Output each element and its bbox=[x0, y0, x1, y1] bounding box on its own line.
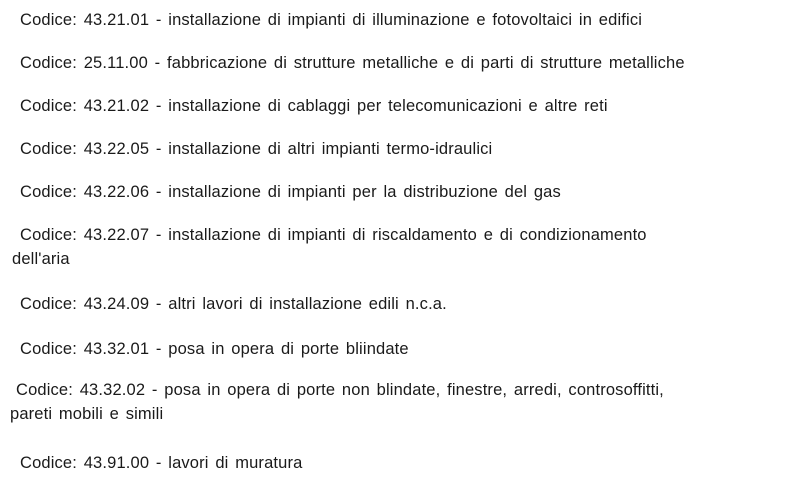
entry-text: Codice: 43.22.06 - installazione di impianti per la distribuzione del gas bbox=[20, 183, 561, 201]
code-entry-25-11-00 bbox=[0, 51, 798, 75]
code-entry-43-22-07 bbox=[0, 223, 790, 271]
entry-text: Codice: 43.24.09 - altri lavori di installazione edili n.c.a. bbox=[20, 295, 447, 313]
entry-text: Codice: 43.91.00 - lavori di muratura bbox=[20, 454, 303, 472]
code-entry-43-24-09 bbox=[0, 292, 798, 316]
code-entry-43-91-00 bbox=[0, 451, 798, 475]
entry-text: Codice: 25.11.00 - fabbricazione di strutture metalliche e di parti di strutture metalliche bbox=[20, 54, 685, 72]
code-entry-43-22-06 bbox=[0, 180, 798, 204]
entry-text-continuation: pareti mobili e simili bbox=[10, 405, 164, 423]
entry-text: Codice: 43.32.01 - posa in opera di porte bliindate bbox=[20, 340, 409, 358]
code-entry-43-21-02 bbox=[0, 94, 798, 118]
entry-text: Codice: 43.21.01 - installazione di impianti di illuminazione e fotovoltaici in edifici bbox=[20, 11, 643, 29]
entry-text: Codice: 43.32.02 - posa in opera di porte non blindate, finestre, arredi, controsoffitti, bbox=[16, 381, 664, 399]
entry-text-continuation: dell'aria bbox=[12, 250, 70, 268]
code-entry-43-32-02 bbox=[0, 378, 790, 426]
code-entry-43-21-01 bbox=[0, 8, 798, 32]
entry-text: Codice: 43.22.07 - installazione di impianti di riscaldamento e di condizionamento bbox=[20, 226, 647, 244]
code-entry-43-32-01 bbox=[0, 337, 798, 361]
entry-text: Codice: 43.22.05 - installazione di altri impianti termo-idraulici bbox=[20, 140, 493, 158]
code-entry-43-22-05 bbox=[0, 137, 798, 161]
entry-text: Codice: 43.21.02 - installazione di cablaggi per telecomunicazioni e altre reti bbox=[20, 97, 608, 115]
